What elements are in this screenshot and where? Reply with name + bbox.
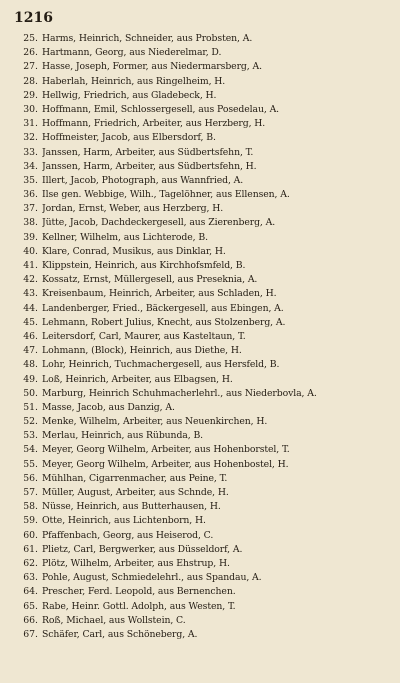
entry-number: 65. — [23, 600, 38, 612]
entry-text: Otte, Heinrich, aus Lichtenborn, H. — [42, 515, 206, 527]
entry-text: Hoffmann, Emil, Schlossergesell, aus Posedelau, A. — [42, 103, 280, 115]
list-item — [12, 316, 386, 330]
page-number: 1216 — [14, 10, 53, 26]
entry-number: 47. — [23, 345, 38, 357]
entry-text: Janssen, Harm, Arbeiter, aus Südbertsfehn, H. — [42, 160, 257, 172]
list-item — [12, 160, 386, 174]
entry-number: 33. — [23, 146, 38, 158]
entry-text: Pohle, August, Schmiedelehrl., aus Spandau, A. — [42, 572, 262, 584]
entry-number: 55. — [23, 458, 38, 470]
entry-number: 27. — [23, 61, 38, 73]
list-item — [12, 188, 386, 202]
entry-text: Klare, Conrad, Musikus, aus Dinklar, H. — [42, 245, 226, 257]
list-item — [12, 216, 386, 230]
entry-number: 61. — [23, 543, 38, 555]
entry-text: Loß, Heinrich, Arbeiter, aus Elbagsen, H. — [42, 373, 233, 385]
entry-text: Meyer, Georg Wilhelm, Arbeiter, aus Hohenborstel, T. — [42, 444, 290, 456]
entry-text: Hellwig, Friedrich, aus Gladebeck, H. — [42, 89, 217, 101]
list-item — [12, 302, 386, 316]
entry-number: 39. — [23, 231, 38, 243]
list-item — [12, 614, 386, 628]
list-item — [12, 557, 386, 571]
list-item — [12, 117, 386, 131]
entry-number: 51. — [23, 401, 38, 413]
list-item — [12, 358, 386, 372]
list-item — [12, 401, 386, 415]
list-item — [12, 500, 386, 514]
entry-text: Kossatz, Ernst, Müllergesell, aus Preseknia, A. — [42, 274, 258, 286]
entry-text: Prescher, Ferd. Leopold, aus Bernenchen. — [42, 586, 236, 598]
entry-text: Kellner, Wilhelm, aus Lichterode, B. — [42, 231, 208, 243]
list-item — [12, 387, 386, 401]
list-item — [12, 46, 386, 60]
entry-number: 28. — [23, 75, 38, 87]
entry-text: Jordan, Ernst, Weber, aus Herzberg, H. — [42, 203, 224, 215]
entry-number: 52. — [23, 416, 38, 428]
entry-number: 50. — [23, 387, 38, 399]
list-item — [12, 543, 386, 557]
list-item — [12, 529, 386, 543]
list-item — [12, 429, 386, 443]
entry-number: 25. — [23, 33, 38, 44]
entry-number: 35. — [23, 174, 38, 186]
entry-text: Nüsse, Heinrich, aus Butterhausen, H. — [42, 501, 221, 513]
entry-text: Plietz, Carl, Bergwerker, aus Düsseldorf, A. — [42, 543, 243, 555]
entry-number: 40. — [23, 245, 38, 257]
entry-text: Pfaffenbach, Georg, aus Heiserod, C. — [42, 529, 214, 541]
entry-text: Harms, Heinrich, Schneider, aus Probsten, A. — [42, 33, 253, 44]
entry-number: 63. — [23, 572, 38, 584]
list-item — [12, 259, 386, 273]
list-item — [12, 131, 386, 145]
entry-number: 53. — [23, 430, 38, 442]
list-item — [12, 486, 386, 500]
list-item — [12, 585, 386, 599]
entry-text: Menke, Wilhelm, Arbeiter, aus Neuenkirchen, H. — [42, 416, 268, 428]
entry-text: Hoffmeister, Jacob, aus Elbersdorf, B. — [42, 132, 216, 144]
entry-text: Meyer, Georg Wilhelm, Arbeiter, aus Hohenbostel, H. — [42, 458, 289, 470]
list-item — [12, 415, 386, 429]
list-item — [12, 231, 386, 245]
entry-text: Schäfer, Carl, aus Schöneberg, A. — [42, 628, 198, 640]
list-item — [12, 287, 386, 301]
entry-number: 67. — [23, 628, 38, 640]
list-item — [12, 514, 386, 528]
list-item — [12, 344, 386, 358]
entry-text: Lohr, Heinrich, Tuchmachergesell, aus Hersfeld, B. — [42, 359, 280, 371]
entry-text: Hasse, Joseph, Former, aus Niedermarsberg, A. — [42, 61, 262, 73]
entry-text: Marburg, Heinrich Schuhmacherlehrl., aus Niederbovla, A. — [42, 387, 317, 399]
list-item — [12, 146, 386, 160]
entry-number: 38. — [23, 217, 38, 229]
entry-text: Rabe, Heinr. Gottl. Adolph, aus Westen, T. — [42, 600, 236, 612]
entry-number: 34. — [23, 160, 38, 172]
entry-number: 45. — [23, 316, 38, 328]
entry-text: Janssen, Harm, Arbeiter, aus Südbertsfehn, T. — [42, 146, 254, 158]
entry-number: 31. — [23, 118, 38, 130]
entry-text: Müller, August, Arbeiter, aus Schnde, H. — [42, 487, 229, 498]
entry-text: Klippstein, Heinrich, aus Kirchhofsmfeld, B. — [42, 260, 246, 271]
list-item — [12, 89, 386, 103]
entry-number: 29. — [23, 89, 38, 101]
entry-number: 26. — [23, 47, 38, 59]
list-item — [12, 330, 386, 344]
list-item — [12, 373, 386, 387]
list-item — [12, 458, 386, 472]
entry-number: 59. — [23, 515, 38, 527]
entry-text: Leitersdorf, Carl, Maurer, aus Kasteltaun, T. — [42, 330, 246, 342]
entry-text: Illert, Jacob, Photograph, aus Wannfried, A. — [42, 174, 244, 186]
entry-text: Merlau, Heinrich, aus Rübunda, B. — [42, 430, 204, 442]
entry-text: Masse, Jacob, aus Danzig, A. — [42, 401, 175, 413]
entry-number: 32. — [23, 132, 38, 144]
entry-text: Roß, Michael, aus Wollstein, C. — [42, 614, 186, 626]
entry-number: 66. — [23, 614, 38, 626]
list-item — [12, 32, 386, 46]
entry-text: Lohmann, (Block), Heinrich, aus Diethe, H. — [42, 345, 242, 357]
entry-number: 54. — [23, 444, 38, 456]
entry-number: 36. — [23, 189, 38, 201]
entry-number: 46. — [23, 330, 38, 342]
list-item — [12, 273, 386, 287]
list-item — [12, 443, 386, 457]
list-item — [12, 174, 386, 188]
list-item — [12, 103, 386, 117]
list-item — [12, 472, 386, 486]
entry-list — [12, 32, 386, 642]
entry-number: 60. — [23, 529, 38, 541]
entry-text: Kreisenbaum, Heinrich, Arbeiter, aus Schladen, H. — [42, 288, 277, 300]
list-item — [12, 571, 386, 585]
entry-text: Jütte, Jacob, Dachdeckergesell, aus Zierenberg, A. — [42, 217, 276, 229]
entry-text: Landenberger, Fried., Bäckergesell, aus Ebingen, A. — [42, 302, 284, 314]
list-item — [12, 202, 386, 216]
entry-number: 49. — [23, 373, 38, 385]
entry-text: Hartmann, Georg, aus Niederelmar, D. — [42, 47, 222, 59]
entry-text: Mühlhan, Cigarrenmacher, aus Peine, T. — [42, 472, 228, 484]
entry-text: Hoffmann, Friedrich, Arbeiter, aus Herzberg, H. — [42, 118, 266, 130]
entry-number: 58. — [23, 501, 38, 513]
entry-text: Haberlah, Heinrich, aus Ringelheim, H. — [42, 75, 226, 87]
list-item — [12, 245, 386, 259]
entry-number: 30. — [23, 103, 38, 115]
entry-text: Plötz, Wilhelm, Arbeiter, aus Ehstrup, H. — [42, 557, 230, 569]
entry-number: 37. — [23, 203, 38, 215]
list-item — [12, 600, 386, 614]
entry-number: 48. — [23, 359, 38, 371]
list-item — [12, 628, 386, 642]
list-item — [12, 60, 386, 74]
entry-number: 44. — [23, 302, 38, 314]
entry-number: 41. — [23, 260, 38, 271]
entry-number: 62. — [23, 557, 38, 569]
entry-number: 42. — [23, 274, 38, 286]
list-item — [12, 75, 386, 89]
entry-number: 57. — [23, 487, 38, 498]
entry-text: Lehmann, Robert Julius, Knecht, aus Stolzenberg, A. — [42, 316, 286, 328]
entry-number: 56. — [23, 472, 38, 484]
entry-number: 64. — [23, 586, 38, 598]
entry-text: Ilse gen. Webbige, Wilh., Tagelöhner, aus Ellensen, A. — [42, 189, 290, 201]
entry-number: 43. — [23, 288, 38, 300]
